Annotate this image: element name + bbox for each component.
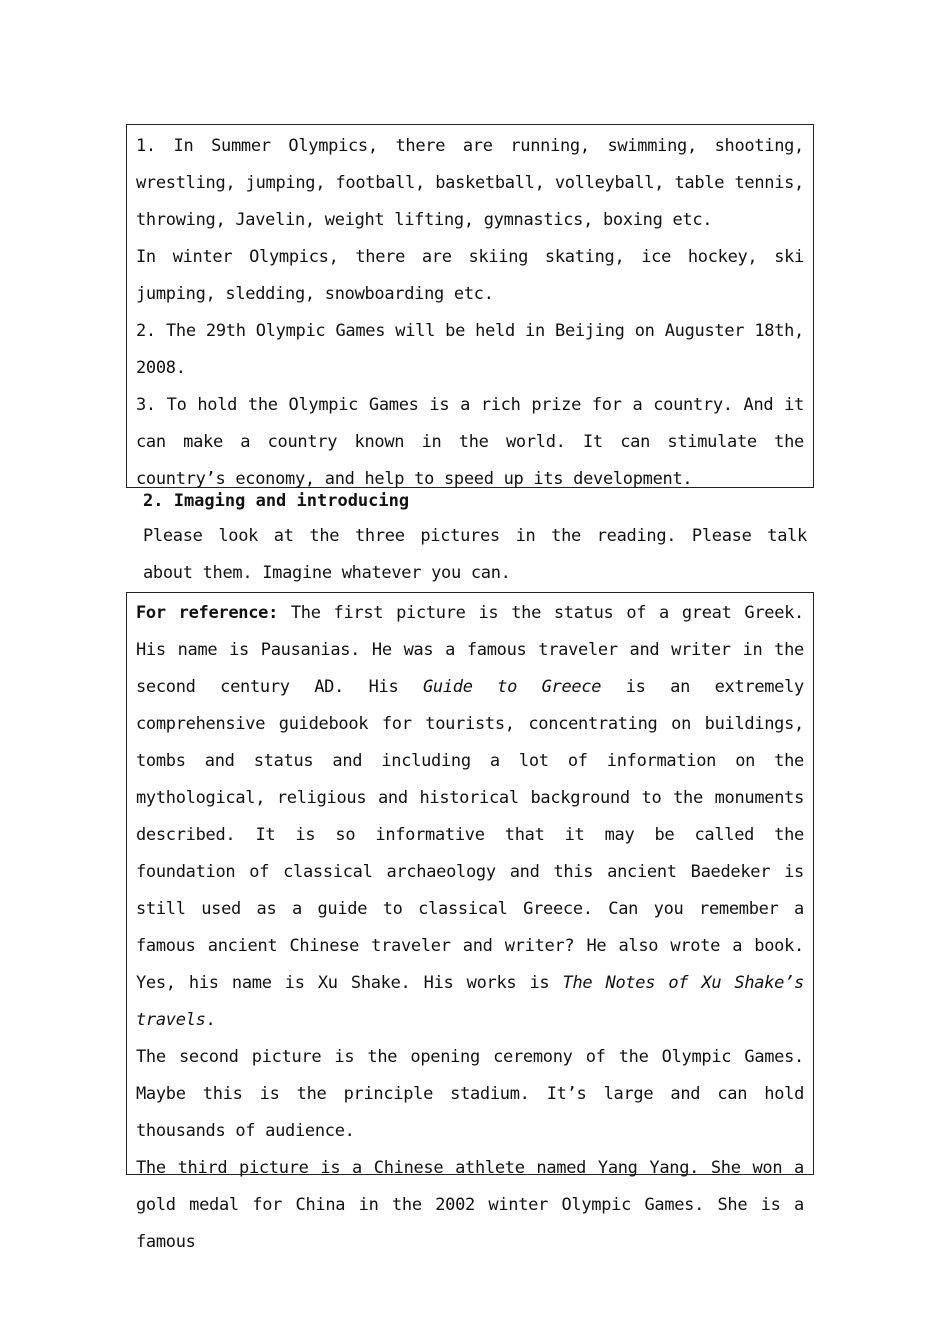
reference-label: For reference: xyxy=(136,603,279,623)
answer-sports-winter: In winter Olympics, there are skiing skating, ice hockey, ski jumping, sledding, snowboarding etc. xyxy=(136,247,804,304)
reference-box xyxy=(126,592,814,1252)
book-title-guide-to-greece: Guide to Greece xyxy=(422,677,602,697)
ref-text-c: . xyxy=(205,1010,216,1030)
book-title-xu-shake: The Notes of Xu Shake’s travels xyxy=(136,973,804,1030)
ref-text-a: The first picture is the status of a great Greek. His name is Pausanias. He was a famous traveler and writer in the second century AD. His xyxy=(136,603,804,697)
ref-text-b: is an extremely comprehensive guidebook for tourists, concentrating on buildings, tombs and status and including a lot of information on the mythological, religious and historical background to the monuments described. It is so informative that it may be called the foundation of classical archaeology and this ancient Baedeker is still used as a guide to classical Greece. Can you remember a famous ancient Chinese traveler and writer? He also wrote a book. Yes, his name is Xu Shake. His works is xyxy=(136,677,804,993)
answer-hosting-benefits: 3. To hold the Olympic Games is a rich prize for a country. And it can make a country known in the world. It can stimulate the country’s economy, and help to speed up its development. xyxy=(136,395,804,489)
answer-beijing-games: 2. The 29th Olympic Games will be held in Beijing on Auguster 18th, 2008. xyxy=(136,321,804,378)
section-instructions: Please look at the three pictures in the reading. Please talk about them. Imagine whatever you can. xyxy=(143,526,807,583)
reference-paragraph-3: The third picture is a Chinese athlete named Yang Yang. She won a gold medal for China in the 2002 winter Olympic Games. She is a famous xyxy=(136,1158,804,1252)
reference-paragraph-2: The second picture is the opening ceremony of the Olympic Games. Maybe this is the principle stadium. It’s large and can hold thousands of audience. xyxy=(136,1047,804,1141)
reference-paragraph-1 xyxy=(136,595,804,1039)
answer-sports-summer: 1. In Summer Olympics, there are running, swimming, shooting, wrestling, jumping, football, basketball, volleyball, table tennis, throwing, Javelin, weight lifting, gymnastics, boxing etc. xyxy=(136,136,804,230)
section-heading: 2. Imaging and introducing xyxy=(143,491,410,511)
answer-box-1 xyxy=(126,124,814,488)
